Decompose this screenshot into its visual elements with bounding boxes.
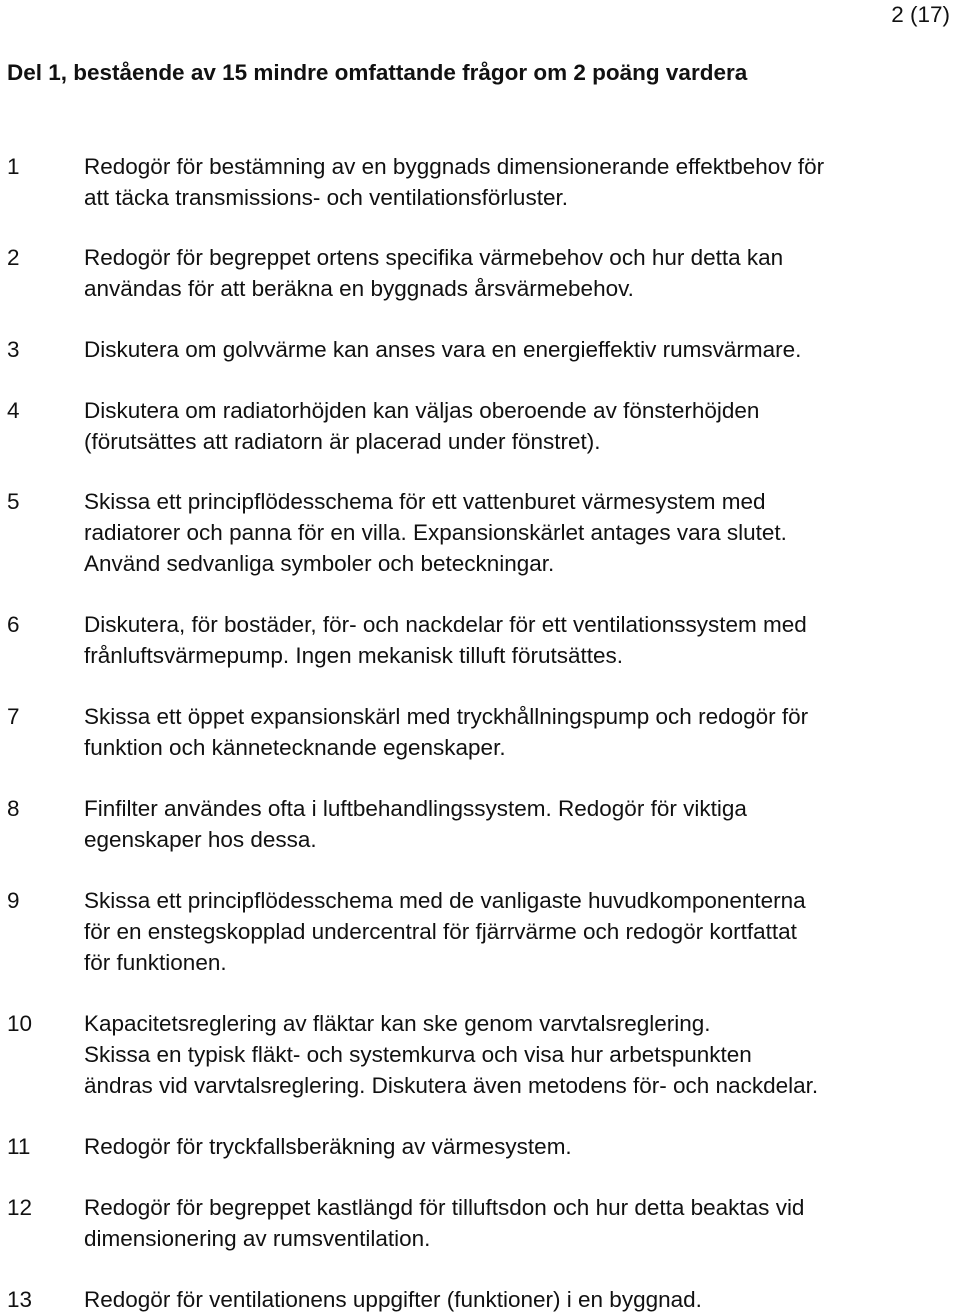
question-text	[84, 395, 956, 457]
question-number: 6	[7, 612, 20, 637]
page-number: 2 (17)	[891, 2, 950, 27]
question-text	[84, 793, 956, 855]
question-text	[84, 1284, 956, 1315]
question-number: 1	[7, 154, 20, 179]
question-line: Diskutera, för bostäder, för- och nackdelar för ett ventilationssystem med	[84, 612, 807, 637]
question-text	[84, 885, 956, 978]
question-line: Redogör för begreppet ortens specifika värmebehov och hur detta kan	[84, 245, 784, 270]
question-number: 10	[7, 1011, 33, 1036]
question-number: 9	[7, 888, 20, 913]
question-number: 8	[7, 796, 20, 821]
question-line: Kapacitetsreglering av fläktar kan ske genom varvtalsreglering.	[84, 1011, 711, 1036]
question-number: 11	[7, 1134, 31, 1159]
question-line: Skissa ett öppet expansionskärl med tryckhållningspump och redogör för	[84, 704, 809, 729]
question-line: för en enstegskopplad undercentral för fjärrvärme och redogör kortfattat	[84, 919, 797, 944]
question-line: Redogör för tryckfallsberäkning av värmesystem.	[84, 1134, 572, 1159]
question-text	[84, 1192, 956, 1254]
question-number: 7	[7, 704, 20, 729]
question-line: Skissa ett principflödesschema för ett vattenburet värmesystem med	[84, 489, 766, 514]
question-line: användas för att beräkna en byggnads årsvärmebehov.	[84, 276, 634, 301]
question-text	[84, 609, 956, 671]
question-line: Skissa ett principflödesschema med de vanligaste huvudkomponenterna	[84, 888, 806, 913]
question-line: dimensionering av rumsventilation.	[84, 1226, 431, 1251]
question-line: Finfilter användes ofta i luftbehandlingssystem. Redogör för viktiga	[84, 796, 747, 821]
question-text	[84, 486, 956, 579]
question-line: Redogör för begreppet kastlängd för tilluftsdon och hur detta beaktas vid	[84, 1195, 805, 1220]
question-line: egenskaper hos dessa.	[84, 827, 317, 852]
question-text	[84, 1131, 956, 1162]
question-line: Diskutera om golvvärme kan anses vara en energieffektiv rumsvärmare.	[84, 337, 802, 362]
question-number: 2	[7, 245, 20, 270]
section-heading: Del 1, bestående av 15 mindre omfattande frågor om 2 poäng vardera	[7, 60, 748, 85]
question-line: frånluftsvärmepump. Ingen mekanisk tilluft förutsättes.	[84, 643, 623, 668]
question-line: (förutsättes att radiatorn är placerad under fönstret).	[84, 429, 601, 454]
question-text	[84, 151, 956, 213]
question-line: för funktionen.	[84, 950, 227, 975]
question-number: 3	[7, 337, 20, 362]
question-line: Använd sedvanliga symboler och beteckningar.	[84, 551, 555, 576]
question-number: 5	[7, 489, 20, 514]
question-text	[84, 1008, 956, 1101]
question-line: Diskutera om radiatorhöjden kan väljas oberoende av fönsterhöjden	[84, 398, 760, 423]
question-number: 13	[7, 1287, 33, 1312]
question-line: radiatorer och panna för en villa. Expansionskärlet antages vara slutet.	[84, 520, 787, 545]
question-line: Redogör för bestämning av en byggnads dimensionerande effektbehov för	[84, 154, 825, 179]
question-line: att täcka transmissions- och ventilationsförluster.	[84, 185, 568, 210]
question-line: funktion och kännetecknande egenskaper.	[84, 735, 506, 760]
question-line: ändras vid varvtalsreglering. Diskutera även metodens för- och nackdelar.	[84, 1073, 819, 1098]
question-text	[84, 242, 956, 304]
question-text	[84, 701, 956, 763]
question-number: 12	[7, 1195, 33, 1220]
question-line: Redogör för ventilationens uppgifter (funktioner) i en byggnad.	[84, 1287, 702, 1312]
question-number: 4	[7, 398, 20, 423]
question-line: Skissa en typisk fläkt- och systemkurva och visa hur arbetspunkten	[84, 1042, 752, 1067]
question-text	[84, 334, 956, 365]
